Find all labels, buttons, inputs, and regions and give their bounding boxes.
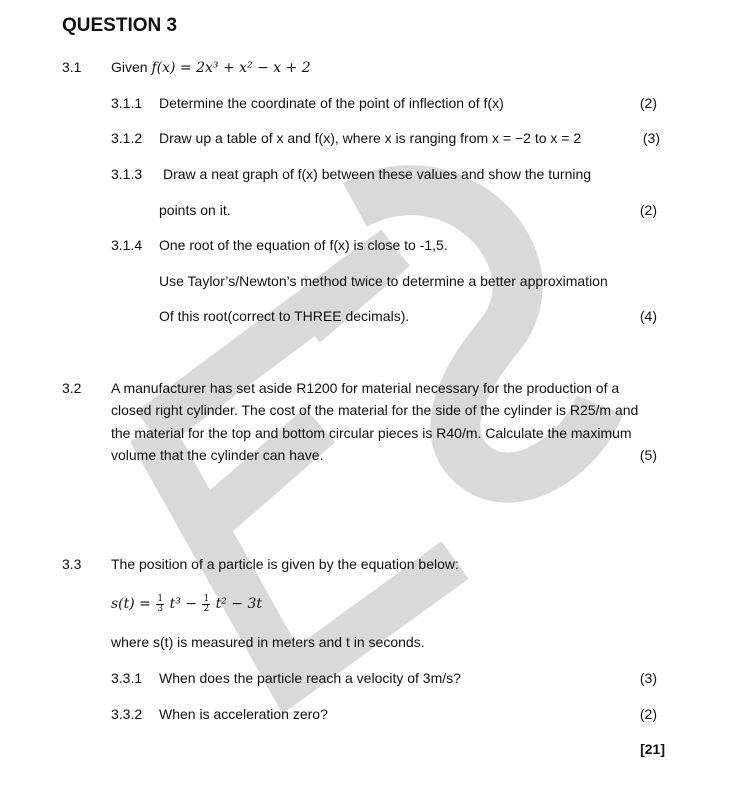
q31-given-prefix: Given	[111, 59, 148, 75]
q33-intro: The position of a particle is given by the equation below:	[111, 556, 459, 572]
q331-marks: (3)	[639, 670, 657, 686]
q33-number: 3.3	[62, 556, 82, 572]
q331-text: When does the particle reach a velocity of 3m/s?	[159, 670, 461, 686]
q32-line4: volume that the cylinder can have.	[111, 447, 324, 463]
q313-number: 3.1.3	[111, 166, 143, 182]
q32-line3: the material for the top and bottom circular pieces is R40/m. Calculate the maximum	[111, 425, 632, 441]
q33-frac1-den: 3	[157, 603, 164, 614]
q33-frac2	[202, 595, 210, 614]
q32-line2: closed right cylinder. The cost of the material for the side of the cylinder is R25/m and	[111, 402, 639, 418]
q332-number: 3.3.2	[111, 706, 143, 722]
q33-term1: t³ −	[169, 596, 197, 612]
q331-number: 3.3.1	[111, 670, 143, 686]
q312-text: Draw up a table of x and f(x), where x is ranging from x = −2 to x = 2	[159, 130, 582, 146]
q314-line1: One root of the equation of f(x) is close to -1,5.	[159, 237, 448, 253]
q314-marks: (4)	[639, 308, 657, 324]
question-total: [21]	[640, 741, 665, 757]
q311-number: 3.1.1	[111, 95, 143, 111]
q31-number: 3.1	[62, 59, 82, 75]
q332-marks: (2)	[639, 706, 657, 722]
q313-marks: (2)	[639, 202, 657, 218]
q32-number: 3.2	[62, 380, 82, 396]
q33-equation	[111, 593, 262, 615]
q313-line1: Draw a neat graph of f(x) between these values and show the turning	[163, 166, 592, 182]
q314-line3: Of this root(correct to THREE decimals).	[159, 308, 410, 324]
q312-number: 3.1.2	[111, 130, 143, 146]
q311-marks: (2)	[639, 95, 657, 111]
q314-line2: Use Taylor’s/Newton’s method twice to determine a better approximation	[159, 273, 608, 289]
q32-line1: A manufacturer has set aside R1200 for material necessary for the production of a	[111, 380, 620, 396]
q33-frac1	[156, 595, 164, 614]
q33-eq-lhs: s(t) =	[111, 596, 151, 612]
question-title: QUESTION 3	[62, 15, 178, 36]
q312-marks: (3)	[642, 130, 660, 146]
q33-term2: t² − 3t	[215, 596, 263, 612]
q332-text: When is acceleration zero?	[159, 706, 328, 722]
q33-frac2-den: 2	[203, 603, 210, 614]
q31-given	[111, 58, 311, 77]
q313-line2: points on it.	[159, 202, 231, 218]
q33-frac2-num: 1	[203, 593, 210, 604]
q32-marks: (5)	[639, 447, 657, 463]
q33-where: where s(t) is measured in meters and t in seconds.	[111, 634, 425, 650]
q33-frac1-num: 1	[157, 593, 164, 604]
q314-number: 3.1.4	[111, 237, 143, 253]
q31-function: f(x) = 2x³ + x² − x + 2	[151, 60, 311, 76]
q311-text: Determine the coordinate of the point of inflection of f(x)	[159, 95, 504, 111]
